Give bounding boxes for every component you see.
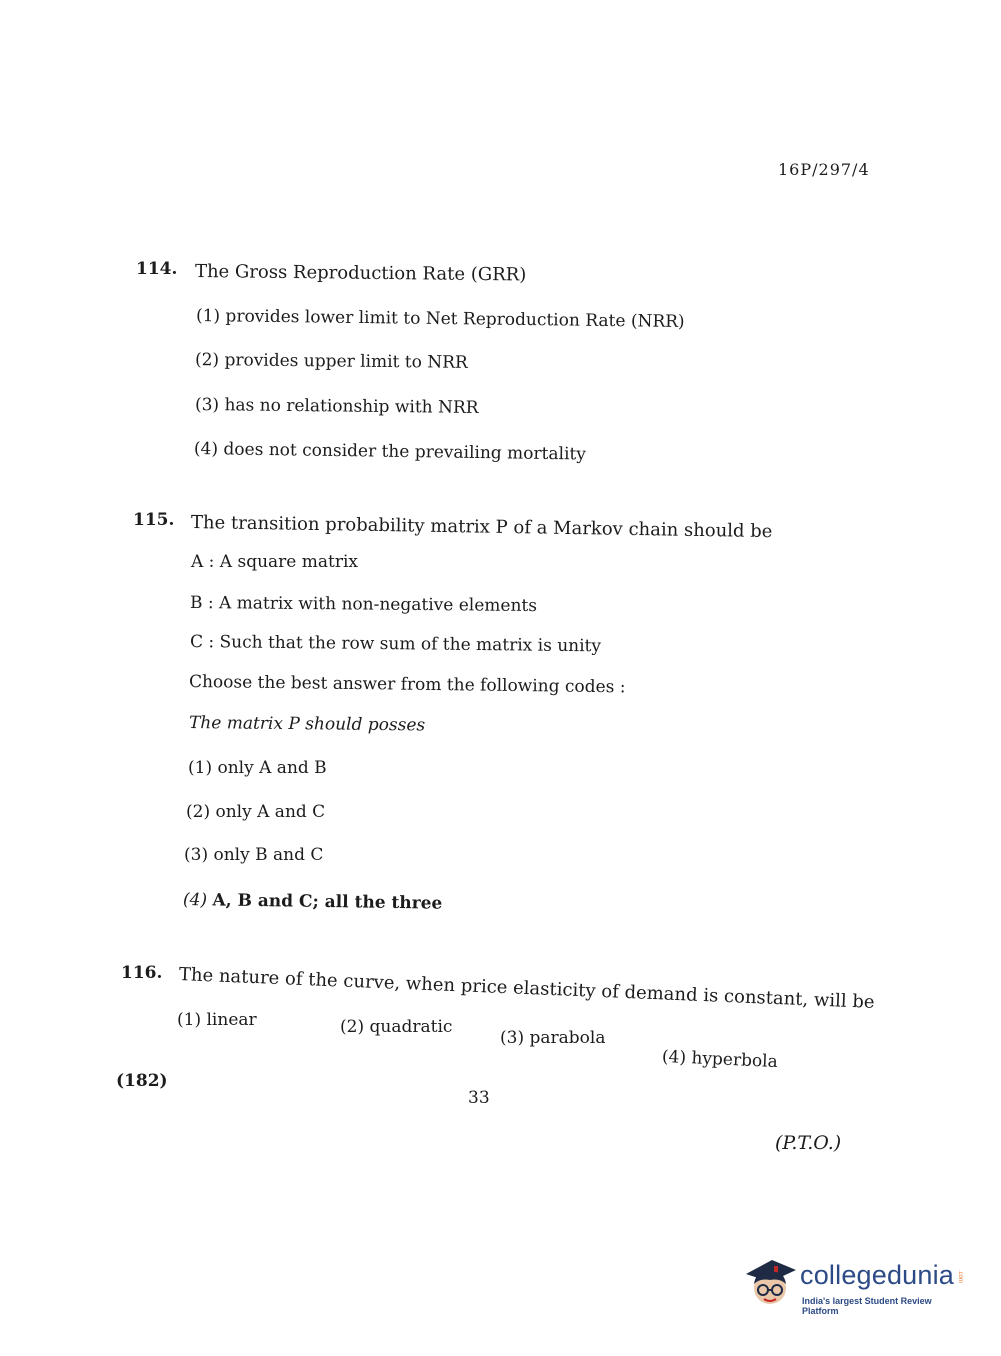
option-number: (3) — [500, 1028, 525, 1048]
page-number: 33 — [468, 1088, 490, 1108]
option-number: (4) — [193, 439, 219, 460]
lead-text: The matrix P should posses — [188, 713, 426, 736]
option-1 — [177, 1010, 257, 1030]
option-1 — [196, 306, 685, 332]
instruction-text: Choose the best answer from the following codes : — [188, 672, 626, 698]
question-stem: The transition probability matrix P of a Markov chain should be — [190, 512, 773, 543]
option-number: (1) — [177, 1010, 202, 1030]
option-text: has no relationship with NRR — [224, 395, 479, 418]
question-number: 114. — [136, 259, 178, 279]
option-1 — [188, 758, 327, 778]
option-number: (4) — [661, 1047, 687, 1069]
booklet-code: (182) — [116, 1071, 168, 1091]
option-text: provides lower limit to Net Reproduction Rate (NRR) — [225, 306, 685, 332]
option-3 — [195, 395, 479, 418]
question-stem: The nature of the curve, when price elasticity of demand is constant, will be — [178, 964, 875, 1013]
option-4 — [662, 1047, 779, 1072]
option-number: (3) — [184, 845, 209, 865]
option-number: (2) — [194, 350, 220, 371]
option-2 — [340, 1017, 452, 1037]
statement-c: C : Such that the row sum of the matrix is unity — [189, 632, 602, 657]
option-3 — [500, 1028, 605, 1048]
brand-tagline: India's largest Student Review Platform — [802, 1296, 932, 1316]
question-stem: The Gross Reproduction Rate (GRR) — [194, 261, 527, 286]
paper-code: 16P/297/4 — [778, 160, 870, 179]
option-text: only B and C — [213, 845, 324, 865]
collegedunia-logo — [742, 1248, 968, 1318]
option-text: only A and C — [215, 802, 326, 822]
option-2 — [186, 802, 325, 822]
option-text: does not consider the prevailing mortality — [223, 439, 587, 465]
question-number: 116. — [121, 963, 163, 983]
option-text: linear — [206, 1010, 257, 1030]
option-number: (1) — [195, 306, 221, 327]
option-text: parabola — [529, 1028, 606, 1048]
option-3 — [184, 845, 323, 865]
statement-b: B : A matrix with non-negative elements — [189, 593, 538, 617]
option-number: (2) — [186, 802, 211, 822]
option-2 — [195, 350, 468, 373]
pto-note: (P.T.O.) — [775, 1132, 842, 1154]
option-number: (4) — [182, 890, 208, 911]
option-number: (2) — [340, 1017, 365, 1037]
question-number: 115. — [133, 510, 175, 530]
option-number: (1) — [188, 758, 213, 778]
option-text: A, B and C; all the three — [212, 890, 443, 914]
statement-a: A : A square matrix — [191, 552, 359, 572]
option-text: hyperbola — [691, 1048, 779, 1073]
option-text: only A and B — [217, 758, 327, 778]
mascot-logo-icon — [742, 1254, 798, 1310]
option-4 — [183, 890, 443, 914]
option-text: provides upper limit to NRR — [224, 350, 468, 373]
brand-suffix: .com — [957, 1270, 963, 1284]
option-number: (3) — [194, 395, 220, 416]
option-text: quadratic — [369, 1017, 453, 1037]
option-4 — [194, 439, 586, 464]
brand-name: collegedunia — [800, 1260, 955, 1290]
